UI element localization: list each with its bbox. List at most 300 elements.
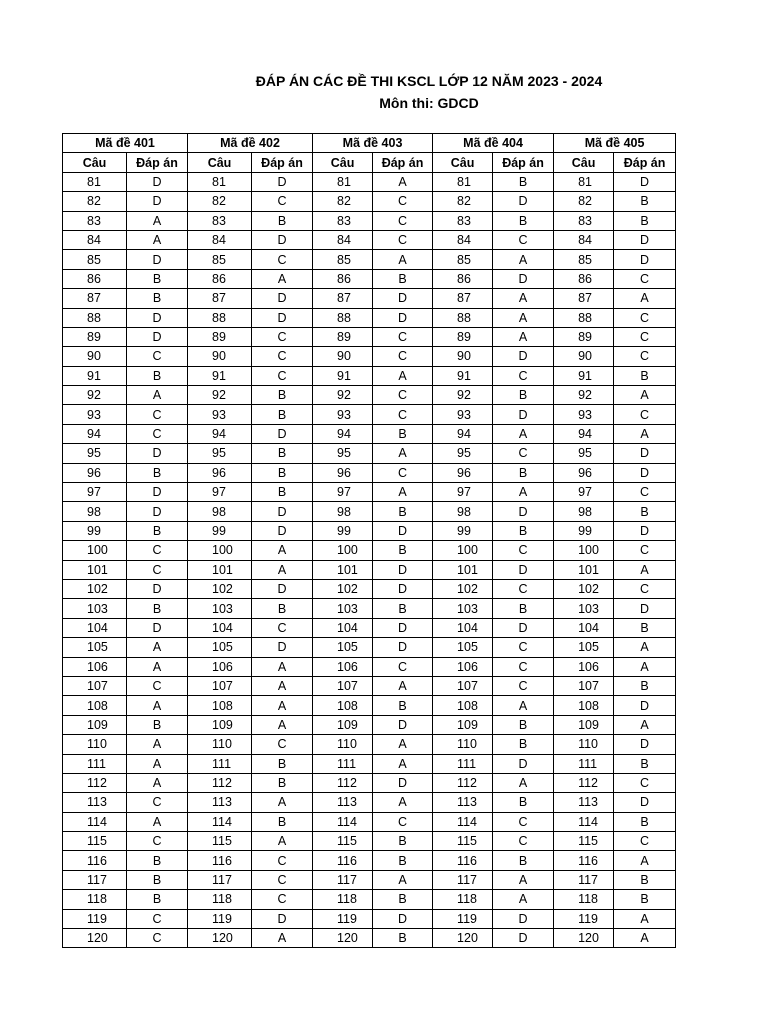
answer-cell: C — [252, 735, 313, 754]
answer-cell: B — [127, 715, 188, 734]
question-number-cell: 96 — [63, 463, 127, 482]
answer-cell: C — [614, 832, 676, 851]
question-column-header: Câu — [188, 153, 252, 172]
answer-cell: C — [493, 832, 554, 851]
answer-cell: B — [127, 890, 188, 909]
answer-cell: A — [373, 793, 433, 812]
answer-cell: D — [127, 483, 188, 502]
question-number-cell: 96 — [554, 463, 614, 482]
answer-cell: D — [373, 618, 433, 637]
table-row — [63, 386, 676, 405]
answer-cell: B — [373, 424, 433, 443]
question-number-cell: 118 — [433, 890, 493, 909]
question-number-cell: 105 — [433, 638, 493, 657]
answer-cell: D — [252, 638, 313, 657]
answer-cell: D — [127, 502, 188, 521]
question-number-cell: 115 — [433, 832, 493, 851]
question-number-cell: 116 — [313, 851, 373, 870]
answer-column-header: Đáp án — [493, 153, 554, 172]
answer-cell: C — [373, 347, 433, 366]
answer-cell: C — [493, 657, 554, 676]
answer-cell: C — [614, 308, 676, 327]
answer-cell: A — [614, 715, 676, 734]
answer-cell: A — [252, 696, 313, 715]
question-number-cell: 91 — [433, 366, 493, 385]
question-number-cell: 102 — [433, 579, 493, 598]
answer-cell: C — [493, 541, 554, 560]
answer-key-table — [62, 133, 676, 948]
question-number-cell: 102 — [554, 579, 614, 598]
answer-cell: A — [493, 289, 554, 308]
answer-cell: B — [373, 929, 433, 948]
question-number-cell: 92 — [63, 386, 127, 405]
answer-rows — [63, 172, 676, 948]
question-number-cell: 117 — [313, 870, 373, 889]
question-number-cell: 87 — [63, 289, 127, 308]
question-number-cell: 109 — [554, 715, 614, 734]
question-number-cell: 104 — [313, 618, 373, 637]
question-number-cell: 112 — [63, 773, 127, 792]
answer-cell: D — [614, 599, 676, 618]
answer-cell: A — [493, 308, 554, 327]
answer-cell: C — [373, 463, 433, 482]
question-number-cell: 116 — [188, 851, 252, 870]
question-number-cell: 86 — [63, 269, 127, 288]
table-row — [63, 890, 676, 909]
answer-cell: A — [127, 812, 188, 831]
answer-cell: B — [373, 890, 433, 909]
answer-cell: D — [252, 521, 313, 540]
question-number-cell: 117 — [554, 870, 614, 889]
question-number-cell: 107 — [554, 676, 614, 695]
answer-cell: B — [373, 541, 433, 560]
question-number-cell: 85 — [433, 250, 493, 269]
question-number-cell: 118 — [63, 890, 127, 909]
question-number-cell: 98 — [433, 502, 493, 521]
question-number-cell: 115 — [188, 832, 252, 851]
answer-cell: B — [373, 599, 433, 618]
answer-cell: C — [614, 541, 676, 560]
question-number-cell: 84 — [433, 230, 493, 249]
question-number-cell: 97 — [188, 483, 252, 502]
answer-cell: D — [127, 172, 188, 191]
answer-cell: B — [252, 463, 313, 482]
question-number-cell: 102 — [313, 579, 373, 598]
answer-cell: C — [614, 405, 676, 424]
answer-cell: A — [493, 870, 554, 889]
answer-cell: C — [373, 211, 433, 230]
question-number-cell: 91 — [313, 366, 373, 385]
table-row — [63, 832, 676, 851]
answer-cell: B — [252, 405, 313, 424]
question-number-cell: 112 — [188, 773, 252, 792]
question-number-cell: 87 — [554, 289, 614, 308]
table-row — [63, 618, 676, 637]
answer-cell: B — [127, 521, 188, 540]
question-number-cell: 88 — [433, 308, 493, 327]
table-row — [63, 676, 676, 695]
table-row — [63, 541, 676, 560]
answer-cell: C — [614, 269, 676, 288]
answer-cell: C — [252, 250, 313, 269]
answer-cell: B — [252, 599, 313, 618]
answer-cell: A — [252, 541, 313, 560]
answer-cell: B — [127, 269, 188, 288]
answer-cell: B — [252, 754, 313, 773]
answer-cell: D — [614, 793, 676, 812]
answer-cell: A — [127, 386, 188, 405]
answer-cell: D — [373, 715, 433, 734]
question-number-cell: 106 — [313, 657, 373, 676]
answer-cell: A — [127, 735, 188, 754]
answer-cell: C — [127, 929, 188, 948]
question-number-cell: 90 — [63, 347, 127, 366]
answer-cell: A — [614, 386, 676, 405]
answer-cell: C — [127, 832, 188, 851]
table-row — [63, 851, 676, 870]
question-number-cell: 120 — [188, 929, 252, 948]
question-number-cell: 98 — [63, 502, 127, 521]
question-number-cell: 98 — [188, 502, 252, 521]
table-row — [63, 579, 676, 598]
answer-cell: B — [373, 851, 433, 870]
answer-cell: C — [252, 851, 313, 870]
question-number-cell: 120 — [63, 929, 127, 948]
question-number-cell: 99 — [313, 521, 373, 540]
table-row — [63, 192, 676, 211]
question-number-cell: 119 — [433, 909, 493, 928]
answer-cell: A — [252, 560, 313, 579]
answer-cell: A — [252, 676, 313, 695]
answer-cell: B — [614, 618, 676, 637]
question-number-cell: 108 — [554, 696, 614, 715]
question-number-cell: 91 — [554, 366, 614, 385]
question-number-cell: 84 — [554, 230, 614, 249]
table-row — [63, 269, 676, 288]
answer-cell: C — [373, 812, 433, 831]
answer-column-header: Đáp án — [127, 153, 188, 172]
answer-cell: D — [252, 289, 313, 308]
question-number-cell: 101 — [433, 560, 493, 579]
question-number-cell: 93 — [554, 405, 614, 424]
answer-cell: A — [373, 250, 433, 269]
question-number-cell: 109 — [313, 715, 373, 734]
question-column-header: Câu — [433, 153, 493, 172]
answer-cell: C — [493, 812, 554, 831]
answer-cell: D — [373, 308, 433, 327]
question-number-cell: 101 — [188, 560, 252, 579]
table-row — [63, 599, 676, 618]
question-number-cell: 104 — [554, 618, 614, 637]
answer-cell: A — [614, 289, 676, 308]
question-number-cell: 84 — [188, 230, 252, 249]
question-number-cell: 120 — [554, 929, 614, 948]
question-number-cell: 110 — [433, 735, 493, 754]
answer-cell: C — [127, 541, 188, 560]
answer-cell: D — [252, 424, 313, 443]
answer-cell: C — [373, 386, 433, 405]
question-number-cell: 82 — [188, 192, 252, 211]
question-number-cell: 111 — [63, 754, 127, 773]
question-number-cell: 105 — [63, 638, 127, 657]
answer-cell: D — [373, 579, 433, 598]
answer-cell: D — [252, 502, 313, 521]
table-row — [63, 502, 676, 521]
answer-cell: C — [614, 327, 676, 346]
answer-cell: B — [493, 521, 554, 540]
answer-cell: D — [493, 502, 554, 521]
question-number-cell: 99 — [188, 521, 252, 540]
question-number-cell: 83 — [63, 211, 127, 230]
answer-cell: B — [252, 386, 313, 405]
question-column-header: Câu — [313, 153, 373, 172]
answer-cell: D — [127, 308, 188, 327]
answer-cell: B — [373, 832, 433, 851]
question-number-cell: 101 — [554, 560, 614, 579]
answer-cell: B — [373, 502, 433, 521]
question-number-cell: 115 — [554, 832, 614, 851]
table-row — [63, 715, 676, 734]
answer-cell: C — [373, 657, 433, 676]
question-number-cell: 90 — [188, 347, 252, 366]
answer-cell: A — [614, 638, 676, 657]
question-number-cell: 107 — [63, 676, 127, 695]
answer-cell: D — [493, 405, 554, 424]
answer-cell: D — [493, 269, 554, 288]
question-number-cell: 110 — [554, 735, 614, 754]
question-number-cell: 81 — [63, 172, 127, 191]
answer-cell: B — [493, 599, 554, 618]
question-number-cell: 82 — [313, 192, 373, 211]
table-row — [63, 405, 676, 424]
answer-cell: D — [252, 579, 313, 598]
answer-cell: D — [614, 696, 676, 715]
exam-code-header-row — [63, 134, 676, 153]
answer-cell: A — [127, 773, 188, 792]
question-number-cell: 108 — [433, 696, 493, 715]
answer-cell: C — [127, 909, 188, 928]
answer-cell: C — [373, 405, 433, 424]
answer-cell: A — [373, 483, 433, 502]
question-number-cell: 93 — [188, 405, 252, 424]
question-number-cell: 113 — [433, 793, 493, 812]
answer-cell: D — [614, 735, 676, 754]
question-number-cell: 110 — [188, 735, 252, 754]
answer-cell: A — [493, 696, 554, 715]
answer-cell: C — [127, 793, 188, 812]
answer-cell: A — [614, 909, 676, 928]
exam-code-header: Mã đề 403 — [313, 134, 433, 153]
table-row — [63, 870, 676, 889]
question-number-cell: 81 — [433, 172, 493, 191]
question-number-cell: 115 — [63, 832, 127, 851]
table-row — [63, 424, 676, 443]
question-number-cell: 83 — [554, 211, 614, 230]
answer-cell: D — [493, 929, 554, 948]
table-row — [63, 463, 676, 482]
question-number-cell: 97 — [554, 483, 614, 502]
question-number-cell: 103 — [188, 599, 252, 618]
question-number-cell: 94 — [63, 424, 127, 443]
answer-cell: C — [127, 560, 188, 579]
question-number-cell: 106 — [433, 657, 493, 676]
answer-cell: D — [373, 909, 433, 928]
answer-cell: C — [252, 327, 313, 346]
question-number-cell: 94 — [554, 424, 614, 443]
answer-cell: A — [614, 657, 676, 676]
question-number-cell: 87 — [313, 289, 373, 308]
question-number-cell: 110 — [313, 735, 373, 754]
answer-cell: C — [493, 366, 554, 385]
question-number-cell: 92 — [313, 386, 373, 405]
answer-cell: D — [614, 172, 676, 191]
question-number-cell: 94 — [188, 424, 252, 443]
answer-cell: B — [614, 676, 676, 695]
answer-cell: B — [493, 463, 554, 482]
answer-column-header: Đáp án — [252, 153, 313, 172]
table-row — [63, 793, 676, 812]
question-number-cell: 110 — [63, 735, 127, 754]
answer-cell: A — [373, 172, 433, 191]
question-number-cell: 90 — [554, 347, 614, 366]
column-header-row — [63, 153, 676, 172]
exam-code-header: Mã đề 405 — [554, 134, 676, 153]
answer-cell: A — [493, 424, 554, 443]
answer-cell: D — [373, 289, 433, 308]
question-number-cell: 86 — [554, 269, 614, 288]
answer-cell: B — [493, 172, 554, 191]
answer-cell: B — [127, 599, 188, 618]
question-number-cell: 96 — [313, 463, 373, 482]
question-number-cell: 103 — [554, 599, 614, 618]
answer-cell: C — [493, 579, 554, 598]
answer-cell: D — [252, 909, 313, 928]
question-number-cell: 85 — [63, 250, 127, 269]
answer-column-header: Đáp án — [614, 153, 676, 172]
answer-cell: D — [127, 444, 188, 463]
question-number-cell: 85 — [313, 250, 373, 269]
answer-cell: B — [493, 793, 554, 812]
answer-cell: B — [493, 735, 554, 754]
answer-cell: A — [493, 327, 554, 346]
question-number-cell: 86 — [313, 269, 373, 288]
question-number-cell: 118 — [188, 890, 252, 909]
table-row — [63, 444, 676, 463]
answer-cell: D — [493, 347, 554, 366]
question-number-cell: 81 — [188, 172, 252, 191]
table-row — [63, 696, 676, 715]
question-number-cell: 107 — [433, 676, 493, 695]
question-number-cell: 92 — [188, 386, 252, 405]
question-number-cell: 98 — [554, 502, 614, 521]
answer-cell: D — [373, 773, 433, 792]
answer-cell: D — [614, 230, 676, 249]
question-number-cell: 115 — [313, 832, 373, 851]
question-number-cell: 90 — [433, 347, 493, 366]
answer-cell: B — [252, 812, 313, 831]
question-number-cell: 119 — [188, 909, 252, 928]
answer-cell: B — [252, 211, 313, 230]
question-number-cell: 92 — [433, 386, 493, 405]
question-number-cell: 99 — [433, 521, 493, 540]
answer-cell: B — [373, 696, 433, 715]
answer-cell: B — [127, 463, 188, 482]
table-row — [63, 327, 676, 346]
question-number-cell: 97 — [313, 483, 373, 502]
question-number-cell: 82 — [63, 192, 127, 211]
question-column-header: Câu — [63, 153, 127, 172]
answer-cell: B — [252, 444, 313, 463]
answer-cell: A — [373, 735, 433, 754]
question-number-cell: 116 — [554, 851, 614, 870]
question-number-cell: 89 — [433, 327, 493, 346]
question-number-cell: 117 — [188, 870, 252, 889]
question-number-cell: 112 — [433, 773, 493, 792]
question-number-cell: 99 — [554, 521, 614, 540]
question-number-cell: 87 — [433, 289, 493, 308]
document-title: ĐÁP ÁN CÁC ĐỀ THI KSCL LỚP 12 NĂM 2023 - 2024 — [255, 73, 603, 89]
answer-cell: C — [252, 347, 313, 366]
question-number-cell: 95 — [63, 444, 127, 463]
answer-cell: A — [373, 366, 433, 385]
answer-cell: D — [127, 579, 188, 598]
question-number-cell: 104 — [433, 618, 493, 637]
table-row — [63, 230, 676, 249]
answer-cell: D — [493, 754, 554, 773]
question-number-cell: 88 — [63, 308, 127, 327]
question-number-cell: 102 — [188, 579, 252, 598]
question-number-cell: 95 — [188, 444, 252, 463]
answer-cell: A — [252, 715, 313, 734]
question-number-cell: 106 — [554, 657, 614, 676]
question-number-cell: 104 — [188, 618, 252, 637]
answer-cell: A — [252, 793, 313, 812]
question-number-cell: 91 — [188, 366, 252, 385]
answer-cell: A — [252, 832, 313, 851]
question-number-cell: 120 — [313, 929, 373, 948]
question-number-cell: 99 — [63, 521, 127, 540]
answer-cell: C — [127, 424, 188, 443]
question-number-cell: 108 — [188, 696, 252, 715]
question-number-cell: 86 — [433, 269, 493, 288]
answer-cell: C — [493, 638, 554, 657]
table-row — [63, 657, 676, 676]
answer-cell: C — [614, 579, 676, 598]
question-number-cell: 113 — [554, 793, 614, 812]
answer-cell: A — [493, 773, 554, 792]
answer-cell: C — [373, 327, 433, 346]
answer-cell: B — [614, 192, 676, 211]
question-number-cell: 85 — [188, 250, 252, 269]
answer-cell: B — [127, 289, 188, 308]
question-number-cell: 119 — [313, 909, 373, 928]
table-row — [63, 366, 676, 385]
question-number-cell: 109 — [188, 715, 252, 734]
question-number-cell: 81 — [313, 172, 373, 191]
answer-cell: D — [614, 521, 676, 540]
answer-cell: D — [127, 250, 188, 269]
table-row — [63, 560, 676, 579]
answer-cell: B — [614, 890, 676, 909]
answer-cell: C — [614, 347, 676, 366]
question-number-cell: 120 — [433, 929, 493, 948]
table-row — [63, 812, 676, 831]
question-number-cell: 103 — [433, 599, 493, 618]
answer-cell: C — [614, 773, 676, 792]
answer-cell: B — [493, 851, 554, 870]
question-number-cell: 89 — [188, 327, 252, 346]
question-number-cell: 88 — [554, 308, 614, 327]
